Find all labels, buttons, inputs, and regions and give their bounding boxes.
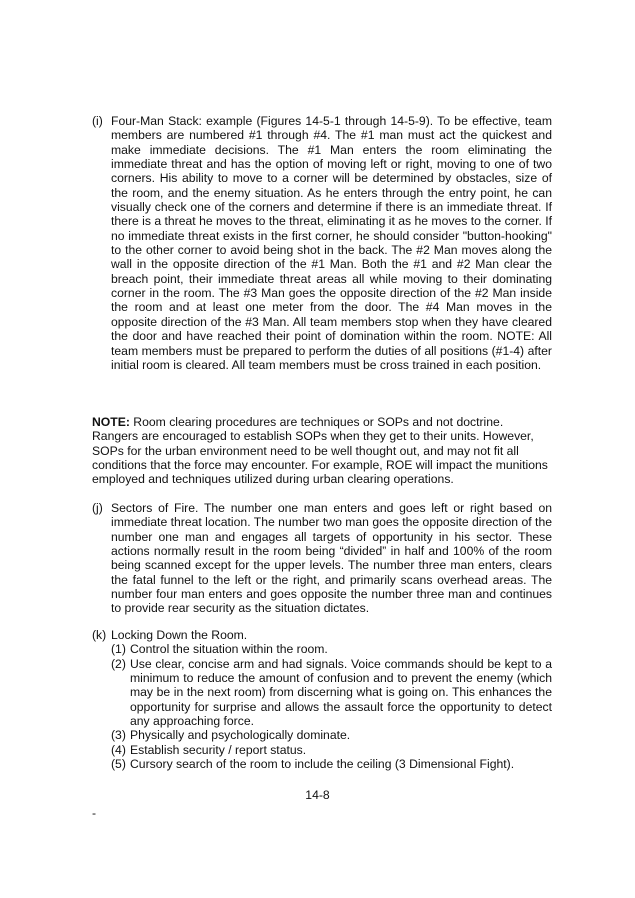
note-text: Room clearing procedures are techniques or SOPs and not doctrine. Rangers are encouraged to establish SOPs when they get to their units. However, SOPs for the urban environment need to be well thought out, and may not fit all conditions that the force may encounter. For example, ROE will impact the munitions employed and techniques utilized during urban clearing operations. (92, 415, 548, 487)
paragraph-label: (j) (92, 501, 103, 515)
list-item: (4) Establish security / report status. (111, 742, 307, 757)
paragraph-j (92, 501, 552, 616)
note-paragraph (92, 415, 552, 487)
note-label: NOTE: (92, 415, 130, 429)
paragraph-text: Sectors of Fire. The number one man enters and goes left or right based on immediate threat location. The number two man goes the opposite direction of the number one man and engages all targets of opportunity in his sector. These actions normally result in the room being “divided” in half and 100% of the room being scanned except for the upper levels. The number three man enters, clears the fatal funnel to the left or the right, and primarily scans overhead areas. The number four man enters and goes opposite the number three man and continues to provide rear security as the situation dictates. (111, 501, 552, 616)
paragraph-title: Locking Down the Room. (111, 628, 248, 642)
list-item: (2) Use clear, concise arm and had signals. Voice commands should be kept to a minimum to reduce the amount of confusion and to prevent the enemy (which may be in the next room) from discerning what is going on. This enhances the opportunity for surprise and allows the assault force the opportunity to detect any approaching force. (111, 656, 552, 729)
paragraph-text: Four-Man Stack: example (Figures 14-5-1 through 14-5-9). To be effective, team members are numbered #1 through #4. The #1 man must act the quickest and make immediate decisions. The #1 Man enters the room eliminating the immediate threat and has the option of moving left or right, moving to one of two corners. His ability to move to a corner will be determined by obstacles, size of the room, and the enemy situation. As he enters through the entry point, he can visually check one of the corners and determine if there is an immediate threat. If there is a threat he moves to the threat, eliminating it as he moves to the corner. If no immediate threat exists in the first corner, he should consider "button-hooking" to the other corner to avoid being shot in the back. The #2 Man moves along the wall in the opposite direction of the #1 Man. Both the #1 and #2 Man clear the breach point, their immediate threat areas all while moving to their dominating corner in the room. The #3 Man goes the opposite direction of the #2 Man inside the room and at least one meter from the door. The #4 Man moves in the opposite direction of the #3 Man. All team members stop when they have cleared the door and have reached their point of domination within the room. NOTE: All team members must be prepared to perform the duties of all positions (#1-4) after initial room is cleared. All team members must be cross trained in each position. (111, 114, 553, 372)
list-item: (3) Physically and psychologically dominate. (111, 728, 351, 743)
paragraph-label: (k) (92, 628, 107, 642)
paragraph-i (92, 114, 552, 372)
paragraph-label: (i) (92, 114, 103, 128)
paragraph-k (92, 628, 552, 771)
list-item: (1) Control the situation within the room. (111, 642, 328, 657)
page-number: 14-8 (305, 788, 330, 802)
footer-mark: - (92, 806, 97, 820)
list-item: (5) Cursory search of the room to include the ceiling (3 Dimensional Fight). (111, 757, 515, 772)
